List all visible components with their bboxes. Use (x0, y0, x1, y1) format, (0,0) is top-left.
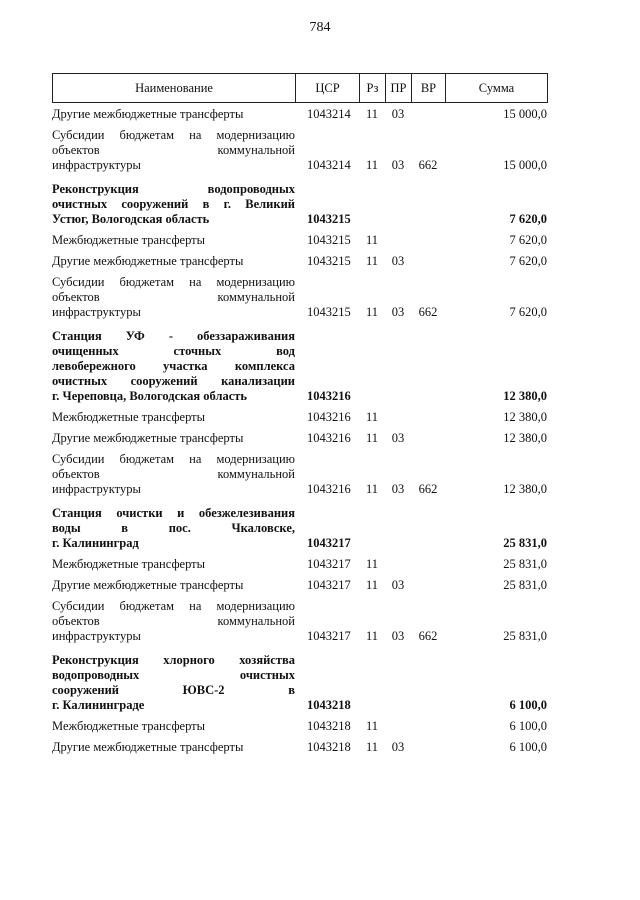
row-name-line: Другие межбюджетные трансферты (52, 254, 244, 268)
row-name (52, 410, 295, 425)
row-rz: 11 (365, 305, 379, 319)
row-sum: 25 831,0 (503, 557, 547, 571)
table-row (52, 254, 548, 269)
header-sum: Сумма (446, 74, 548, 103)
row-sum: 7 620,0 (509, 233, 547, 247)
row-name-line: Другие межбюджетные трансферты (52, 107, 244, 121)
row-pr: 03 (391, 107, 405, 121)
section-row (52, 329, 548, 404)
row-csr: 1043217 (307, 536, 351, 550)
row-rz: 11 (365, 431, 379, 445)
row-name-line: Станция очистки и обезжелезивания (52, 506, 295, 520)
row-name-line: г. Калининграде (52, 698, 145, 712)
row-csr: 1043216 (307, 431, 351, 445)
table-row (52, 107, 548, 122)
row-name-line: объектов коммунальной (52, 467, 295, 481)
row-name-line: Межбюджетные трансферты (52, 719, 206, 733)
table-row (52, 233, 548, 248)
row-sum: 6 100,0 (509, 698, 547, 712)
row-sum: 6 100,0 (509, 740, 547, 754)
row-csr: 1043214 (307, 158, 351, 172)
row-csr: 1043216 (307, 482, 351, 496)
row-name-line: инфраструктуры (52, 482, 141, 496)
row-csr: 1043214 (307, 107, 351, 121)
row-name-line: очищенных сточных вод (52, 344, 295, 358)
row-csr: 1043215 (307, 254, 351, 268)
row-name (52, 329, 295, 404)
row-name-line: Другие межбюджетные трансферты (52, 578, 244, 592)
header-name: Наименование (53, 74, 296, 103)
row-name-line: воды в пос. Чкаловске, (52, 521, 295, 535)
row-name (52, 599, 295, 644)
row-csr: 1043216 (307, 389, 351, 403)
row-name-line: очистных сооружений канализации (52, 374, 295, 388)
row-rz: 11 (365, 107, 379, 121)
row-name-line: г. Череповца, Вологодская область (52, 389, 248, 403)
row-name-line: инфраструктуры (52, 629, 141, 643)
row-name (52, 107, 295, 122)
table-body (52, 101, 548, 755)
row-name-line: Станция УФ - обеззараживания (52, 329, 295, 343)
row-name-line: инфраструктуры (52, 158, 141, 172)
row-name-line: водопроводных очистных (52, 668, 295, 682)
row-pr: 03 (391, 158, 405, 172)
row-rz: 11 (365, 482, 379, 496)
table-header (52, 73, 548, 103)
page-number: 784 (309, 20, 331, 35)
table-row (52, 599, 548, 644)
row-sum: 6 100,0 (509, 719, 547, 733)
header-pr: ПР (386, 74, 412, 103)
row-pr: 03 (391, 431, 405, 445)
row-csr: 1043217 (307, 578, 351, 592)
row-sum: 12 380,0 (503, 431, 547, 445)
row-name-line: объектов коммунальной (52, 290, 295, 304)
section-row (52, 182, 548, 227)
row-name-line: Субсидии бюджетам на модернизацию (52, 599, 295, 613)
row-csr: 1043216 (307, 410, 351, 424)
table-row (52, 578, 548, 593)
row-name-line: Субсидии бюджетам на модернизацию (52, 275, 295, 289)
row-pr: 03 (391, 740, 405, 754)
table-row (52, 128, 548, 173)
row-name-line: Субсидии бюджетам на модернизацию (52, 452, 295, 466)
row-csr: 1043217 (307, 557, 351, 571)
row-pr: 03 (391, 254, 405, 268)
row-name (52, 578, 295, 593)
table-row (52, 719, 548, 734)
row-rz: 11 (365, 578, 379, 592)
row-csr: 1043218 (307, 698, 351, 712)
header-vr: ВР (412, 74, 446, 103)
row-rz: 11 (365, 410, 379, 424)
row-name (52, 719, 295, 734)
table-row (52, 410, 548, 425)
row-vr: 662 (418, 305, 438, 319)
row-rz: 11 (365, 629, 379, 643)
row-name-line: Другие межбюджетные трансферты (52, 431, 244, 445)
row-name-line: Межбюджетные трансферты (52, 557, 206, 571)
row-name-line: Другие межбюджетные трансферты (52, 740, 244, 754)
row-sum: 7 620,0 (509, 212, 547, 226)
row-vr: 662 (418, 629, 438, 643)
row-name-line: Реконструкция хлорного хозяйства (52, 653, 295, 667)
row-csr: 1043218 (307, 740, 351, 754)
row-vr: 662 (418, 158, 438, 172)
row-name (52, 233, 295, 248)
row-name (52, 653, 295, 713)
row-csr: 1043215 (307, 305, 351, 319)
row-sum: 25 831,0 (503, 536, 547, 550)
row-sum: 15 000,0 (503, 107, 547, 121)
section-row (52, 653, 548, 713)
row-rz: 11 (365, 254, 379, 268)
row-name (52, 557, 295, 572)
row-csr: 1043217 (307, 629, 351, 643)
row-rz: 11 (365, 233, 379, 247)
row-sum: 12 380,0 (503, 410, 547, 424)
table-row (52, 740, 548, 755)
row-name-line: г. Калининград (52, 536, 139, 550)
row-name (52, 452, 295, 497)
row-sum: 12 380,0 (503, 389, 547, 403)
table-row (52, 275, 548, 320)
row-name-line: объектов коммунальной (52, 614, 295, 628)
table-row (52, 431, 548, 446)
row-sum: 25 831,0 (503, 629, 547, 643)
row-name-line: очистных сооружений в г. Великий (52, 197, 295, 211)
row-name-line: Устюг, Вологодская область (52, 212, 210, 226)
row-rz: 11 (365, 719, 379, 733)
section-row (52, 506, 548, 551)
row-sum: 25 831,0 (503, 578, 547, 592)
row-pr: 03 (391, 305, 405, 319)
table-row (52, 452, 548, 497)
row-name (52, 275, 295, 320)
row-rz: 11 (365, 740, 379, 754)
row-pr: 03 (391, 578, 405, 592)
row-name (52, 128, 295, 173)
row-name (52, 431, 295, 446)
row-sum: 15 000,0 (503, 158, 547, 172)
row-vr: 662 (418, 482, 438, 496)
row-csr: 1043215 (307, 233, 351, 247)
row-name (52, 506, 295, 551)
row-sum: 7 620,0 (509, 254, 547, 268)
row-name (52, 254, 295, 269)
row-name-line: левобережного участка комплекса (52, 359, 295, 373)
row-name-line: инфраструктуры (52, 305, 141, 319)
row-name (52, 182, 295, 227)
row-name (52, 740, 295, 755)
row-pr: 03 (391, 629, 405, 643)
row-name-line: Субсидии бюджетам на модернизацию (52, 128, 295, 142)
row-csr: 1043218 (307, 719, 351, 733)
row-name-line: объектов коммунальной (52, 143, 295, 157)
row-sum: 7 620,0 (509, 305, 547, 319)
row-rz: 11 (365, 158, 379, 172)
row-name-line: Межбюджетные трансферты (52, 233, 206, 247)
header-csr: ЦСР (296, 74, 360, 103)
row-name-line: Межбюджетные трансферты (52, 410, 206, 424)
row-pr: 03 (391, 482, 405, 496)
header-rz: Рз (360, 74, 386, 103)
row-rz: 11 (365, 557, 379, 571)
table-row (52, 557, 548, 572)
row-sum: 12 380,0 (503, 482, 547, 496)
row-name-line: Реконструкция водопроводных (52, 182, 295, 196)
row-name-line: сооружений ЮВС-2 в (52, 683, 295, 697)
row-csr: 1043215 (307, 212, 351, 226)
